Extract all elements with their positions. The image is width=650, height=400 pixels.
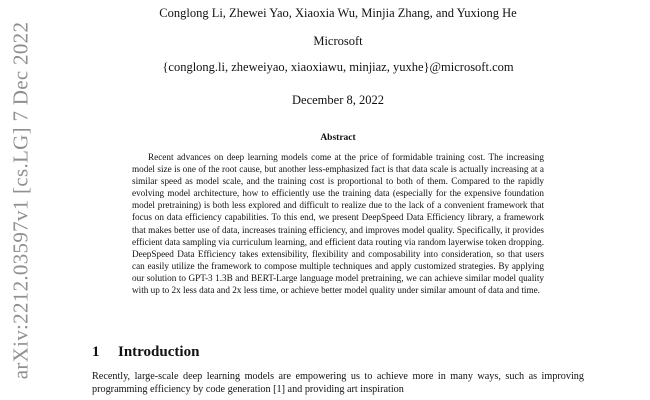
author-emails: {conglong.li, zheweiyao, xiaoxiawu, minjiaz, yuxhe}@microsoft.com bbox=[162, 60, 514, 74]
introduction-body: Recently, large-scale deep learning models are empowering us to achieve more in many ways, such as improving programming efficiency by code generation [1] and providing art inspiration bbox=[92, 371, 584, 396]
affiliation: Microsoft bbox=[313, 34, 363, 48]
abstract-heading: Abstract bbox=[320, 133, 356, 143]
section-title: Introduction bbox=[118, 344, 200, 360]
section-heading-introduction bbox=[92, 344, 584, 361]
section-number: 1 bbox=[92, 344, 100, 360]
abstract-body: Recent advances on deep learning models come at the price of formidable training cost. The increasing model size is one of the root cause, but another less-emphasized fact is that data scale is actually increasing at a similar speed as model scale, and the training cost is proportional to both of them. Compared to the rapidly evolving model architecture, how to efficiently use the training data (especially for the expensive foundation model pretraining) is both less explored and difficult to realize due to the lack of a convenient framework that focus on data efficiency capabilities. To this end, we present DeepSpeed Data Efficiency library, a framework that makes better use of data, increases training efficiency, and improves model quality. Specifically, it provides efficient data sampling via curriculum learning, and efficient data routing via random layerwise token dropping. DeepSpeed Data Efficiency takes extensibility, flexibility and composability into consideration, so that users can easily utilize the framework to compose multiple techniques and apply customized strategies. By applying our solution to GPT-3 1.3B and BERT-Large language model pretraining, we can achieve similar model quality with up to 2x less data and 2x less time, or achieve better model quality under similar amount of data and time. bbox=[132, 152, 544, 296]
arxiv-id-text: arXiv:2212.03597v1 [cs.LG] 7 Dec 2022 bbox=[8, 21, 33, 379]
publication-date: December 8, 2022 bbox=[292, 93, 384, 107]
arxiv-side-stamp bbox=[8, 0, 34, 400]
author-list: Conglong Li, Zhewei Yao, Xiaoxia Wu, Minjia Zhang, and Yuxiong He bbox=[159, 6, 517, 20]
